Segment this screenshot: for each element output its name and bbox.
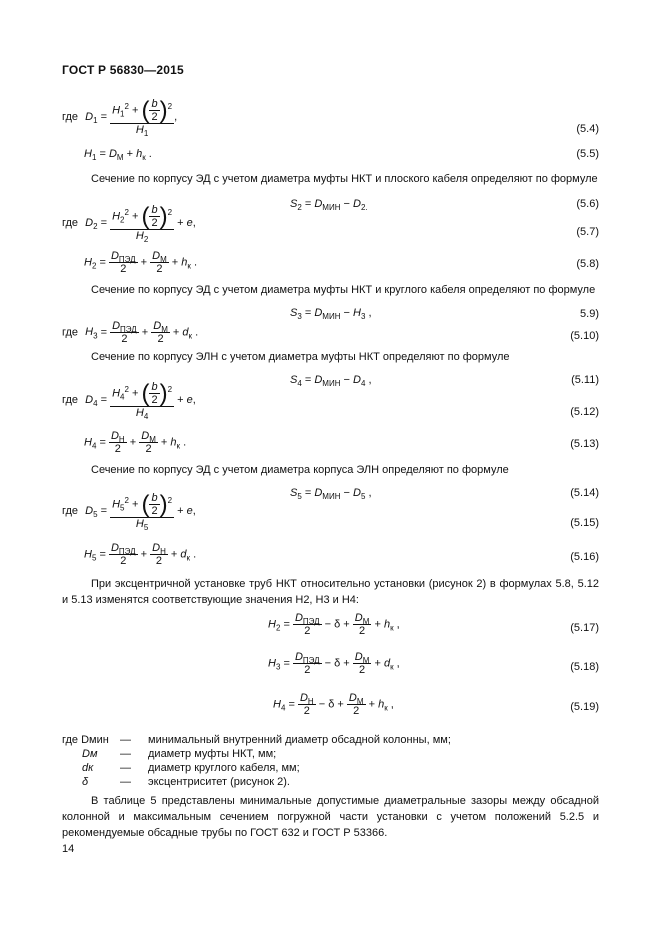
equation-number: (5.6)	[576, 198, 599, 210]
where-label: где	[62, 216, 79, 229]
equation-5-19: $H_4$ = $\frac{D_H}{2}$ − δ + $\frac{D_M}{2}$ + $h_к$ ,	[273, 692, 394, 717]
definition-symbol: где Dмин	[62, 734, 109, 746]
definition-row	[62, 775, 451, 789]
equation-number: (5.5)	[576, 148, 599, 160]
definition-symbol: Dм	[82, 748, 98, 760]
where-label: где	[62, 110, 79, 123]
equation-5-6: $S_2 = D_{МИН} - D_{2.}$	[290, 198, 368, 213]
equation-5-13: $H_4$ = $\frac{D_H}{2}$ + $\frac{D_M}{2}$ + $h_к$ .	[84, 430, 187, 455]
definition-dash: —	[120, 748, 131, 760]
fraction: $H_2^2$ + ( $\frac{b}{2}$ )$^2$ $H_2$	[112, 202, 173, 245]
equation-5-5: $H_1 = D_M + h_к$ .	[84, 148, 152, 163]
equation-number: (5.16)	[570, 551, 599, 563]
equation-number: (5.12)	[570, 406, 599, 418]
document-header: ГОСТ Р 56830—2015	[62, 63, 184, 77]
definition-row	[62, 761, 451, 775]
definition-symbol: dк	[82, 762, 94, 774]
paragraph: Сечение по корпусу ЭД с учетом диаметра муфты НКТ и круглого кабеля определяют по формуле	[91, 284, 596, 296]
equation-number: (5.4)	[576, 123, 599, 135]
equation-number: (5.19)	[570, 701, 599, 713]
equation-5-11: $S_4 = D_{МИН} - D_4$ ,	[290, 374, 372, 389]
definition-text: минимальный внутренний диаметр обсадной колонны, мм;	[148, 734, 451, 746]
equation-5-17: $H_2$ = $\frac{D_{ПЭД}}{2}$ − δ + $\frac{D_M}{2}$ + $h_к$ ,	[268, 612, 400, 637]
equation-5-7: где $D_2$ = $H_2^2$ + ( $\frac{b}{2}$ )$^2$ $H_2$ + e,	[62, 202, 196, 245]
definition-dash: —	[120, 734, 131, 746]
definition-text: эксцентриситет (рисунок 2).	[148, 776, 290, 788]
equation-5-18: $H_3$ = $\frac{D_{ПЭД}}{2}$ − δ + $\frac{D_M}{2}$ + $d_к$ ,	[268, 651, 400, 676]
equation-number: (5.18)	[570, 661, 599, 673]
equation-5-9: $S_3 = D_{МИН} - H_3$ ,	[290, 307, 372, 322]
equation-5-12: где $D_4$ = $H_4^2$ + ( $\frac{b}{2}$ )$^2$ $H_4$ + e,	[62, 379, 196, 422]
definition-text: диаметр муфты НКТ, мм;	[148, 748, 277, 760]
definition-text: диаметр круглого кабеля, мм;	[148, 762, 300, 774]
paragraph: Сечение по корпусу ЭД с учетом диаметра корпуса ЭЛН определяют по формуле	[91, 464, 509, 476]
paragraph: Сечение по корпусу ЭД с учетом диаметра муфты НКТ и плоского кабеля определяют по формуле	[91, 173, 598, 185]
equation-number: (5.7)	[576, 226, 599, 238]
equation-number: 5.9)	[580, 308, 599, 320]
paragraph: В таблице 5 представлены минимальные допустимые диаметральные зазоры между обсадной колонной и максимальным сечением погружной части установки с учетом положений 5.2.5 и рекомендуемые обсадные трубы по ГОСТ 632 и ГОСТ Р 53366.	[62, 795, 599, 839]
equation-5-15: где $D_5$ = $H_5^2$ + ( $\frac{b}{2}$ )$^2$ $H_5$ + e,	[62, 490, 196, 533]
equation-5-10: где $H_3$ = $\frac{D_{ПЭД}}{2}$ + $\frac{D_М}{2}$ + $d_к$ .	[62, 320, 199, 345]
paragraph: При эксцентричной установке труб НКТ относительно установки (рисунок 2) в формулах 5.8, 5.12 и 5.13 изменятся соответствующие значения H2, H3 и H4:	[62, 578, 599, 606]
equation-number: (5.17)	[570, 622, 599, 634]
definitions-list	[62, 733, 451, 789]
equation-number: (5.14)	[570, 487, 599, 499]
definition-symbol: δ	[82, 776, 89, 788]
equation-5-16: $H_5$ = $\frac{D_{ПЭД}}{2}$ + $\frac{D_H}{2}$ + $d_к$ .	[84, 542, 197, 567]
definition-row	[62, 733, 451, 747]
where-label: где	[62, 326, 79, 339]
equation-5-8: $H_2$ = $\frac{D_{ПЭД}}{2}$ + $\frac{D_М}{2}$ + $h_к$ .	[84, 250, 198, 275]
equation-number: (5.11)	[571, 374, 599, 386]
equation-number: (5.15)	[570, 517, 599, 529]
equation-number: (5.13)	[570, 438, 599, 450]
equation-5-4: где $D_1$ = $H_1^2$ + ( $\frac{b}{2}$ )$^2$ $H_1$ ,	[62, 96, 178, 139]
definition-dash: —	[120, 762, 131, 774]
equation-number: (5.8)	[576, 258, 599, 270]
where-label: где	[62, 504, 79, 517]
definition-row	[62, 747, 451, 761]
equation-number: (5.10)	[570, 330, 599, 342]
definition-dash: —	[120, 776, 131, 788]
where-label: где	[62, 393, 79, 406]
equation-5-14: $S_5 = D_{МИН} - D_5$ ,	[290, 487, 372, 502]
page-number: 14	[62, 843, 75, 855]
fraction: $H_1^2$ + ( $\frac{b}{2}$ )$^2$ $H_1$	[112, 96, 173, 139]
paragraph: Сечение по корпусу ЭЛН с учетом диаметра муфты НКТ определяют по формуле	[91, 351, 510, 363]
